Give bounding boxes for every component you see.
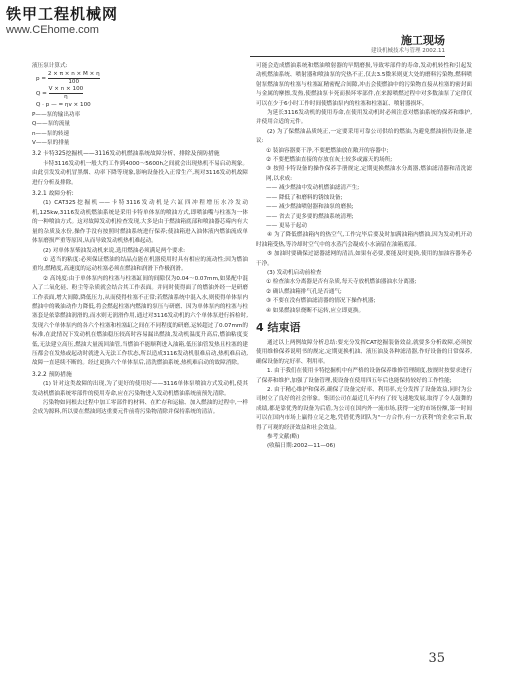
list-item: ① 检查油水分离器是否有杂质,每天寺放机燃油器油水分离器; [266,279,417,286]
watermark-url: www.CEhome.com [6,24,99,36]
var-line: P——泵的输出功率 [32,111,81,118]
watermark-cn: 铁甲工程机械网 [6,5,119,23]
list-item: ① 装油容器要干净,不要把燃油放在敞开的容器中; [266,147,389,154]
paragraph: (1) CAT325挖掘机——卡特3116发动机是六缸四冲程增压水冷发动机,125kw,3116发动机燃油系统是采用卡特单体泵的喷油方式,即喷油嘴与柱塞为一体的一种喷油方式。这对故障发动机检查发现,大多是由于燃油箱底部和喷油器芯霉内有大量的杂质及水份,操作手没有按照时燃油系统进行保养;使油箱进入油体液内燃油流成单体泵磨损严重等原因,从而导致发动机热机难起动。 [32,200,248,245]
var-line: n——泵的转速 [32,130,70,137]
paragraph: 为延长3116发动机的使用寿命,在使用发动机时必须注意对燃油系统的保养和维护,并使用合适的元件。 [256,110,472,126]
references-note: 参考文献(略) [267,434,300,441]
section-title: 施工现场 [401,34,445,47]
heading-3-2-2: 3.2.2 预防措施 [32,371,72,378]
list-item: ⑤ 加油时要确保过滤器滤网的清洁,如果有必要,要能及时更换,使用的加油容器务必干净。 [256,251,472,267]
section-heading-4: 4 结束语 [256,320,301,334]
paragraph: (1) 针对这类故障的出现,为了更好的使用好——3116单体泵喷油方式发动机,使其发动机燃油系统零部件的使用寿命,应在污染物进入发动机燃油系统前预先清除。 [32,381,248,397]
list-item: ③ 按照卡特设备的操作保养手册规定,定期更换燃油水分离器,燃油滤清器和清洗滤网,以求成: [266,166,472,182]
var-line: V——泵的排量 [32,140,70,147]
list-item: —— 减少燃油中发动机燃油滤清产生; [266,185,360,192]
list-item: —— 省去了更多要的燃油系统清理; [266,213,354,220]
var-line: Q——泵的流量 [32,121,70,128]
paragraph: (3) 发动机启动前检查 [267,269,322,276]
formula-3: Q · p — = ηv × 100 [36,102,91,109]
formula-1: p = $\frac{2 \times \pi \times n \times M \times \eta}{100}$ [36,71,100,86]
paragraph: 1. 由于我们在使用卡特挖掘机中有严格的设备保养维修管理制度,按规时按要求进行了保养和维护,加强了设备管理,使设备在使用四五年后也能保持较好的工作性能; [256,368,472,384]
list-item: —— 更易于起动 [266,222,307,229]
heading-3-2: 3.2 卡特325挖掘机——3116发动机燃油系统故障分析、排除及预防措施 [32,151,220,158]
page-header [371,34,445,55]
right-column [256,62,472,452]
paragraph: 卡特3116发动机一般大约工作到4000～5600h之间就会出现热机不易启动现象。由此引发发动机冒黑烟、功率下降等现象,影响设备投入正常生产,现对3116发动机故障进行分析及排除。 [32,160,248,186]
paragraph: 通过以上两例故障分析总结:要充分发挥CAT挖掘装备效益,就要多分析故障,必须按使用维修保养说明书的规定,定期更换机油、液压油及各种滤清器,作好设备的日常保养,确保设备的完好率、利用率。 [256,339,472,365]
formula-2: Q = $\frac{V \times n \times 100}{\eta}$ [36,86,84,101]
list-item: ④ 如果燃油泵烧断不运转,应立即更换。 [266,307,365,314]
header-rule [250,56,445,57]
formula-intro: 液压泵计算式: [32,63,68,69]
magazine-name: 建设机械技术与管理 2002.11 [371,48,445,54]
paragraph: 污染物如同根去过程中加工零部件的材料、在贮存和运输、加入燃油的过程中,一样会成为源料,所以要在燃油到达重要元件前将污染物清除并保持系统的清洁。 [32,400,248,416]
paragraph: ② 高纯度:由于单体泵内的柱塞与柱塞缸间的间隙仅为0.04～0.07mm,如果配中混入了二氧化硅、粉尘等杂质就会结合其工作表面。并同时使得面了的燃油外经一是研磨工作表面,增大间隙,降低压力,从而使得柱塞不正常;若燃油系统中混入水,则使得单体泵内燃油中的吸油动作力降低,将会燃起柱塞内燃油的泵压与研磨、因为单体泵内的柱塞与柱塞套是依靠燃油润滑的,而水则无润滑作用,通过对3116发动机的六个单体泵进行拆检时,发现六个单体泵内的各六个柱塞和柱塞缸之间在不同程度的研磨,运转超过了0.07mm的标准,在此情况下发动机在燃油稳压较高时容易漏出燃油,发动机温度升高后,燃油粘度变低,无法建立高压,燃油大量流回油管,当燃油不能顺利进入油箱,低压油管发热且柱塞的建压都会在发热或起动时就进入无法工作状态,所以造成3116发动机很难启动,热机难启动,故障一直延续不断的。经过更换六个单体泵后,清洗燃油系统,热机难启动的故障消除。 [32,275,248,367]
page-number: 35 [428,651,445,666]
list-item: ② 确认燃油箱排气孔是否通气; [266,288,342,295]
left-column [32,62,248,418]
list-item: ③ 不要在没有燃油滤清器的情况下操作机器; [266,298,376,305]
paragraph: 可能会造成燃油系统和燃油喷射器的早期磨损,导致零部件的寿命,发动机转性和引起发动机燃油系统、喷射器和喷油泵的究热不正,仅去3.5微米则更大处的磨料污染物,燃料喷射泵燃油泵的柱塞与柱塞缸精密配合间隙,冲击会使燃油中的污染物直接从柱塞的密封面与金属的摩擦,发热,使燃油泵卡死而损坏零部件,在来源喷燃过程中对多数油泵了定律仅可以在少于6小时工作时间使燃油泵内的柱塞和柱塞缸、喷射器损坏。 [256,63,472,107]
watermark-logo [6,6,136,40]
list-item: —— 降低了和磨料的锈蚀设备; [266,194,343,201]
list-item: ④ 为了降低燃油箱内的热空气,工作完毕后要及时加满油箱内燃油,因为发动机开动时油箱受热,等冷却时空气中的水蒸汽会凝成小水滴留在油箱底部。 [256,232,472,248]
list-item: ② 不要把燃油直接的存放在灰土较多或露天的场所; [266,157,393,164]
heading-3-2-1: 3.2.1 故障分析: [32,191,74,198]
received-date: (收稿日期:2002—11—06) [267,443,336,450]
list-item: —— 减少燃油喷射器和油泵的磨损; [266,204,354,211]
paragraph: ① 适当的粘度:必须保证燃油的结晶点能在机器使用时具有相应的流动性;因为燃油重均,燃精度,高速度的运动柱塞必须在燃油和润滑下作极润滑。 [32,256,248,273]
paragraph: (2) 为了保燃油品质纯正,一定要采用可靠公司供给的燃油,为避免燃油损伤设备,建议: [256,128,472,145]
paragraph: 2. 由于精心维护和保养,确保了设备完好率、利用率,充分发挥了设备效益,同时为公司树立了良好的社会形象。集团公司在最近几年内有了较飞速地发展,取得了令人鼓舞的成绩,都是靠优秀的设备为后盾,为公司在国内外一流市场,获得一定的市场份额,第一时间可以在国内市场上赢得立足之地,凭借优秀团队为"一方合作,有一方获利"的企业宗旨,取得了可观的经济效益和社会效益。 [256,387,472,431]
paragraph: (2) 对单体泵柴油发动机来说,选用燃油必须满足两个要求: [43,247,186,254]
